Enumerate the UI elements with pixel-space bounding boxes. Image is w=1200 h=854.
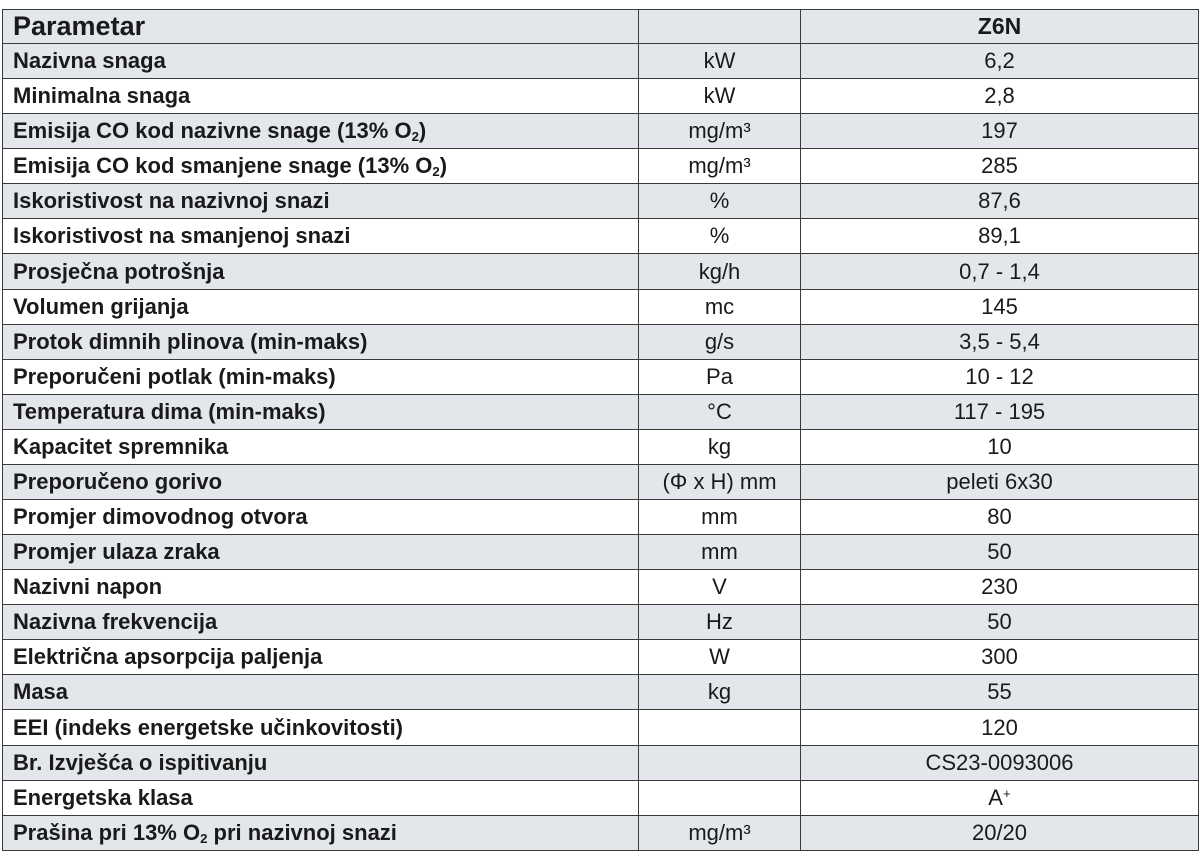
spec-table (2, 9, 1199, 851)
parameter-name: Prosječna potrošnja (3, 254, 639, 289)
parameter-text: pri nazivnoj snazi (207, 819, 397, 845)
parameter-name: Preporučeno gorivo (3, 464, 639, 499)
header-unit (639, 10, 801, 44)
parameter-name: Nazivna frekvencija (3, 605, 639, 640)
table-row (3, 570, 1199, 605)
table-row (3, 745, 1199, 780)
parameter-name: Promjer dimovodnog otvora (3, 500, 639, 535)
table-row (3, 429, 1199, 464)
unit-cell: kW (639, 79, 801, 114)
value-cell: 120 (801, 710, 1199, 745)
table-row (3, 500, 1199, 535)
value-cell: 6,2 (801, 44, 1199, 79)
parameter-name: EEI (indeks energetske učinkovitosti) (3, 710, 639, 745)
parameter-text: Prašina pri 13% O (13, 819, 201, 845)
value-cell: 117 - 195 (801, 394, 1199, 429)
parameter-name: Protok dimnih plinova (min-maks) (3, 324, 639, 359)
value-cell: 55 (801, 675, 1199, 710)
unit-cell: Hz (639, 605, 801, 640)
parameter-name: Električna apsorpcija paljenja (3, 640, 639, 675)
header-model: Z6N (801, 10, 1199, 44)
unit-cell: Pa (639, 359, 801, 394)
value-cell: 300 (801, 640, 1199, 675)
table-row (3, 114, 1199, 149)
unit-cell: kg/h (639, 254, 801, 289)
superscript: + (1002, 785, 1011, 801)
unit-cell: mg/m³ (639, 114, 801, 149)
unit-cell: mm (639, 535, 801, 570)
value-cell: 10 (801, 429, 1199, 464)
unit-cell: kW (639, 44, 801, 79)
table-row (3, 394, 1199, 429)
unit-cell: kg (639, 675, 801, 710)
table-row (3, 815, 1199, 850)
value-cell: peleti 6x30 (801, 464, 1199, 499)
parameter-name (3, 815, 639, 850)
value-cell: 10 - 12 (801, 359, 1199, 394)
unit-cell: mg/m³ (639, 149, 801, 184)
parameter-text: Emisija CO kod smanjene snage (13% O (13, 153, 433, 179)
unit-cell: g/s (639, 324, 801, 359)
value-cell: 89,1 (801, 219, 1199, 254)
value-text: A (988, 784, 1003, 810)
table-row (3, 640, 1199, 675)
table-row (3, 219, 1199, 254)
value-cell: 50 (801, 605, 1199, 640)
parameter-text: ) (439, 153, 448, 179)
table-row (3, 184, 1199, 219)
unit-cell: V (639, 570, 801, 605)
table-row (3, 44, 1199, 79)
table-row (3, 359, 1199, 394)
parameter-name: Nazivna snaga (3, 44, 639, 79)
table-row (3, 605, 1199, 640)
parameter-name: Nazivni napon (3, 570, 639, 605)
table-row (3, 780, 1199, 815)
unit-cell: W (639, 640, 801, 675)
parameter-name: Br. Izvješća o ispitivanju (3, 745, 639, 780)
table-row (3, 535, 1199, 570)
parameter-name: Energetska klasa (3, 780, 639, 815)
unit-cell: % (639, 184, 801, 219)
unit-cell (639, 780, 801, 815)
table-row (3, 149, 1199, 184)
parameter-name: Volumen grijanja (3, 289, 639, 324)
parameter-text: ) (418, 118, 427, 144)
parameter-name: Masa (3, 675, 639, 710)
parameter-name: Minimalna snaga (3, 79, 639, 114)
table-row (3, 254, 1199, 289)
unit-cell: mm (639, 500, 801, 535)
parameter-name: Promjer ulaza zraka (3, 535, 639, 570)
subscript: 2 (411, 129, 419, 145)
header-parameter: Parametar (3, 10, 639, 44)
parameter-name (3, 114, 639, 149)
unit-cell: (Φ x H) mm (639, 464, 801, 499)
subscript: 2 (432, 164, 440, 180)
value-cell: 2,8 (801, 79, 1199, 114)
value-cell: 50 (801, 535, 1199, 570)
value-cell: 0,7 - 1,4 (801, 254, 1199, 289)
parameter-text: Emisija CO kod nazivne snage (13% O (13, 118, 412, 144)
table-row (3, 324, 1199, 359)
parameter-name: Iskoristivost na nazivnoj snazi (3, 184, 639, 219)
header-row (3, 10, 1199, 44)
value-cell: 80 (801, 500, 1199, 535)
unit-cell: % (639, 219, 801, 254)
value-cell: 87,6 (801, 184, 1199, 219)
table-row (3, 464, 1199, 499)
value-cell: 197 (801, 114, 1199, 149)
subscript: 2 (200, 830, 208, 846)
value-cell: 230 (801, 570, 1199, 605)
parameter-name: Iskoristivost na smanjenoj snazi (3, 219, 639, 254)
parameter-name: Preporučeni potlak (min-maks) (3, 359, 639, 394)
unit-cell: mc (639, 289, 801, 324)
unit-cell: kg (639, 429, 801, 464)
value-cell: 285 (801, 149, 1199, 184)
unit-cell (639, 745, 801, 780)
value-cell: 145 (801, 289, 1199, 324)
unit-cell: mg/m³ (639, 815, 801, 850)
value-cell: CS23-0093006 (801, 745, 1199, 780)
table-row (3, 675, 1199, 710)
value-cell: 3,5 - 5,4 (801, 324, 1199, 359)
value-cell (801, 780, 1199, 815)
table-row (3, 710, 1199, 745)
table-row (3, 79, 1199, 114)
parameter-name: Kapacitet spremnika (3, 429, 639, 464)
unit-cell (639, 710, 801, 745)
parameter-name (3, 149, 639, 184)
unit-cell: °C (639, 394, 801, 429)
parameter-name: Temperatura dima (min-maks) (3, 394, 639, 429)
table-row (3, 289, 1199, 324)
value-cell: 20/20 (801, 815, 1199, 850)
